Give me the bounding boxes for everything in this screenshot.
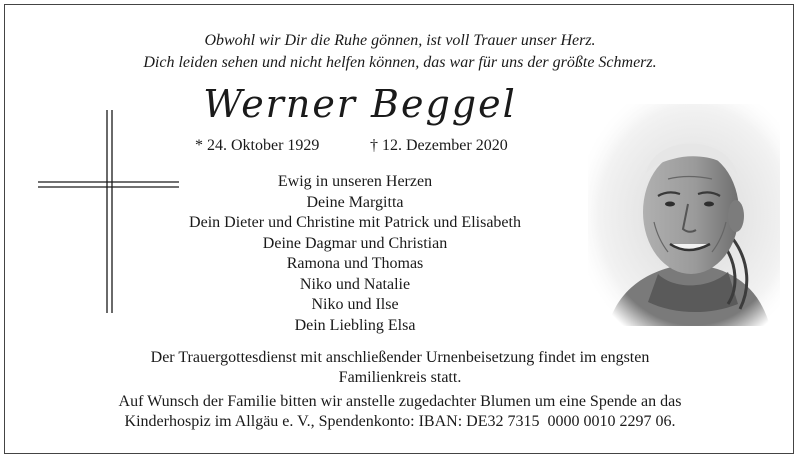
mourner-line: Deine Dagmar und Christian <box>262 234 448 252</box>
birth-date: * 24. Oktober 1929 <box>195 137 320 154</box>
mourner-line: Niko und Natalie <box>299 275 411 293</box>
poem <box>0 30 800 74</box>
donation-line-2: Kinderhospiz im Allgäu e. V., Spendenkonto: IBAN: DE32 7315 0000 0010 2297 06. <box>124 413 676 430</box>
donation-line-1: Auf Wunsch der Familie bitten wir anstelle zugedachter Blumen um eine Spende an das <box>118 393 682 410</box>
service-notice-line-2: Familienkreis statt. <box>338 369 462 386</box>
mourner-line: Ramona und Thomas <box>286 255 424 272</box>
mourner-line: Deine Margitta <box>306 193 404 211</box>
donation-notice <box>0 392 800 432</box>
poem-line-1: Obwohl wir Dir die Ruhe gönnen, ist voll Trauer unser Herz. <box>204 32 596 49</box>
service-notice-line-1: Der Trauergottesdienst mit anschließender Urnenbeisetzung findet im engsten <box>150 349 650 366</box>
poem-line-2: Dich leiden sehen und nicht helfen können, das war für uns der größte Schmerz. <box>143 54 657 71</box>
death-date: † 12. Dezember 2020 <box>370 137 508 154</box>
mourners-list <box>130 172 580 336</box>
mourner-line: Dein Dieter und Christine mit Patrick und Elisabeth <box>189 214 521 231</box>
mourner-line: Niko und Ilse <box>311 296 399 313</box>
service-notice <box>0 348 800 388</box>
mourner-line: Dein Liebling Elsa <box>294 316 416 334</box>
mourner-line: Ewig in unseren Herzen <box>277 173 433 190</box>
portrait-photo <box>588 104 780 326</box>
deceased-name: Werner Beggel <box>203 82 517 126</box>
